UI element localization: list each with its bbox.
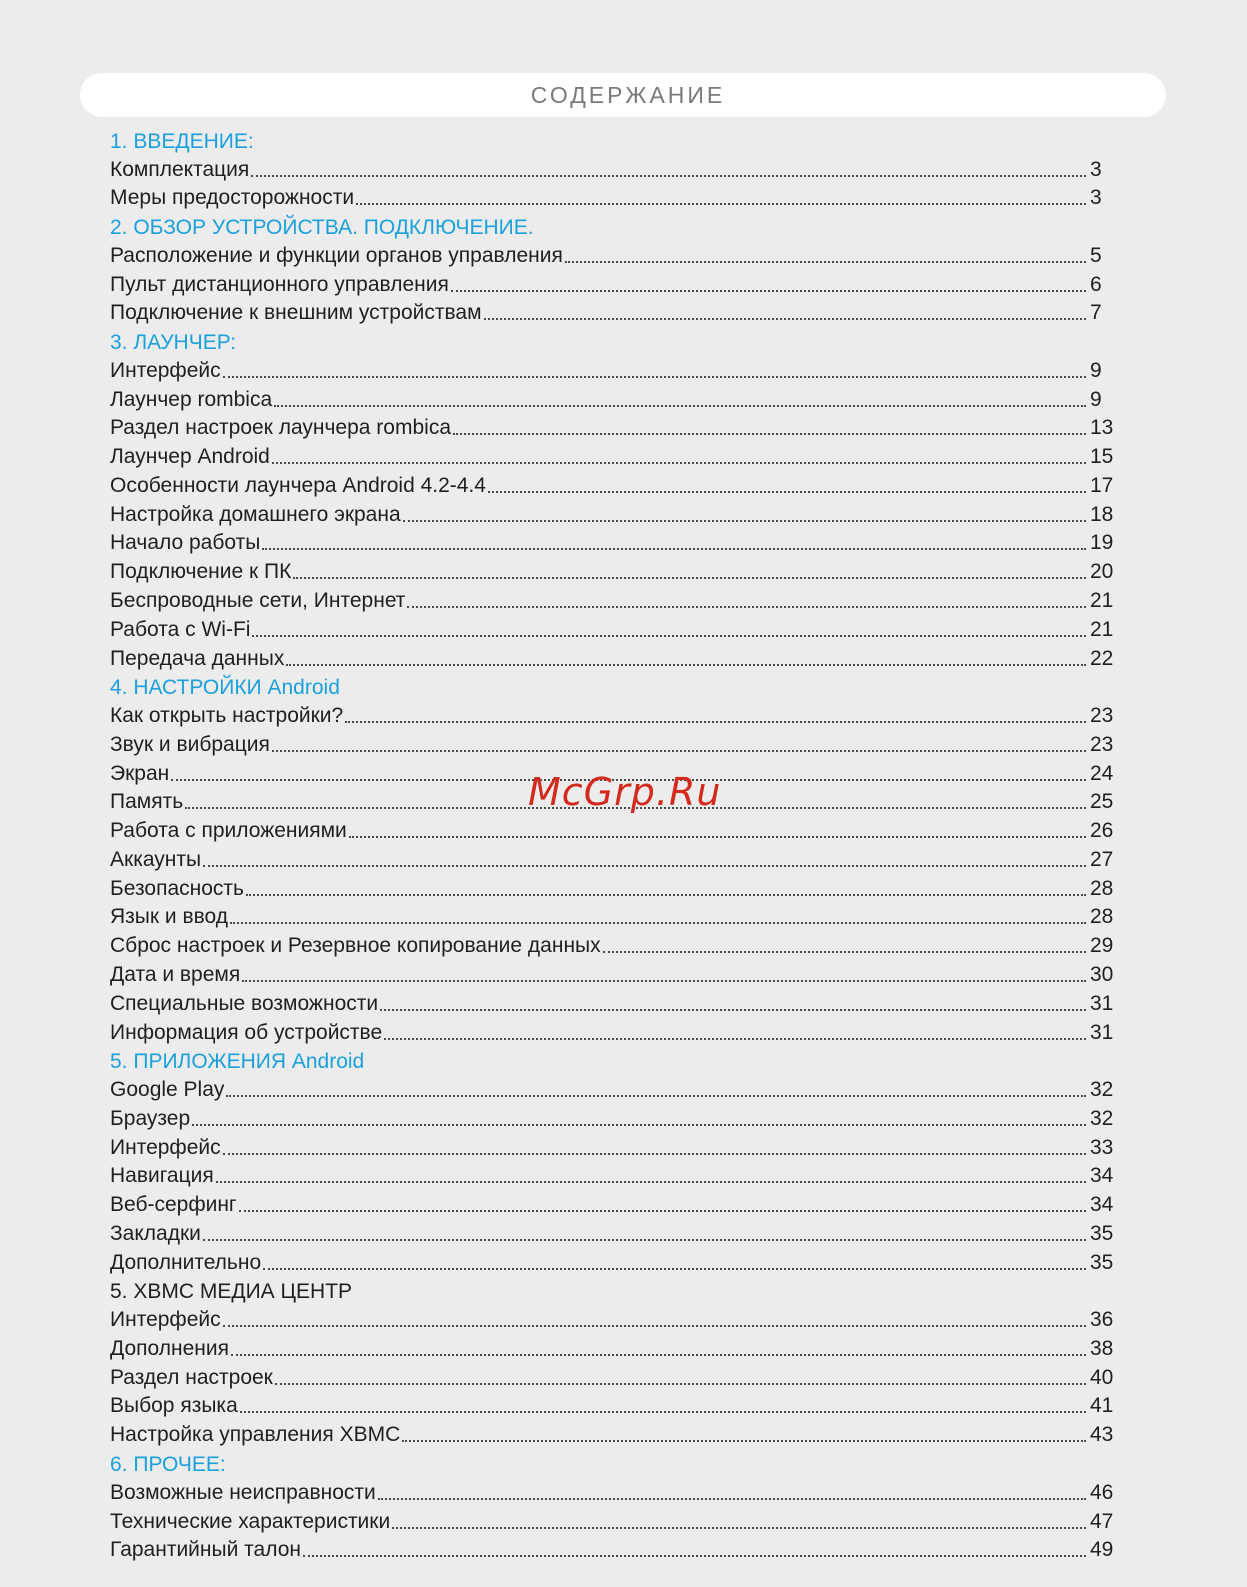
section-title: 5. ПРИЛОЖЕНИЯ Android (110, 1050, 365, 1074)
dot-leader (252, 635, 1086, 637)
toc-entry (110, 267, 1120, 296)
entry-page-number: 6 (1090, 272, 1102, 296)
entry-label: Настройка управления XBMC (110, 1423, 401, 1447)
dot-leader (223, 376, 1086, 378)
dot-leader (203, 865, 1086, 867)
toc-entry (110, 1331, 1120, 1360)
entry-page-number: 26 (1090, 819, 1114, 843)
section-title: 4. НАСТРОЙКИ Android (110, 676, 340, 700)
entry-page-number: 25 (1090, 790, 1114, 814)
entry-label: Раздел настроек лаунчера rombica (110, 416, 451, 440)
entry-label: Раздел настроек (110, 1365, 273, 1389)
entry-label: Интерфейс (110, 1135, 221, 1159)
entry-label: Google Play (110, 1078, 225, 1102)
toc-entry (110, 1245, 1120, 1274)
entry-label: Интерфейс (110, 358, 221, 382)
dot-leader (231, 1354, 1086, 1356)
entry-label: Специальные возможности (110, 991, 379, 1015)
page-title: СОДЕРЖАНИЕ (530, 81, 726, 108)
dot-leader (223, 1325, 1086, 1327)
toc-entry (110, 439, 1120, 468)
entry-label: Навигация (110, 1164, 214, 1188)
entry-page-number: 20 (1090, 560, 1114, 584)
entry-label: Выбор языка (110, 1394, 238, 1418)
entry-page-number: 31 (1090, 1020, 1114, 1044)
entry-label: Интерфейс (110, 1308, 221, 1332)
toc-entry (110, 698, 1120, 727)
entry-page-number: 31 (1090, 991, 1114, 1015)
toc-entry (110, 641, 1120, 670)
entry-label: Пульт дистанционного управления (110, 272, 449, 296)
toc-entry (110, 1101, 1120, 1130)
entry-label: Браузер (110, 1106, 191, 1130)
entry-page-number: 46 (1090, 1480, 1114, 1504)
entry-page-number: 23 (1090, 732, 1114, 756)
toc-entry (110, 986, 1120, 1015)
dot-leader (203, 1239, 1086, 1241)
dot-leader (230, 922, 1086, 924)
entry-label: Сброс настроек и Резервное копирование данных (110, 934, 601, 958)
section-title: 3. ЛАУНЧЕР: (110, 331, 237, 355)
dot-leader (407, 606, 1086, 608)
toc-entry (110, 1533, 1120, 1562)
toc-entry (110, 1072, 1120, 1101)
entry-page-number: 47 (1090, 1509, 1114, 1533)
entry-label: Меры предосторожности (110, 186, 355, 210)
dot-leader (251, 175, 1086, 177)
dot-leader (192, 1124, 1086, 1126)
entry-page-number: 36 (1090, 1308, 1114, 1332)
dot-leader (356, 203, 1086, 205)
entry-label: Закладки (110, 1221, 201, 1245)
entry-page-number: 3 (1090, 157, 1102, 181)
dot-leader (216, 1181, 1086, 1183)
toc-entry (110, 238, 1120, 267)
toc-section-heading (110, 1274, 1120, 1303)
dot-leader (223, 1153, 1086, 1155)
entry-page-number: 32 (1090, 1078, 1114, 1102)
contents-header (80, 73, 1166, 117)
entry-label: Подключение к внешним устройствам (110, 301, 482, 325)
entry-page-number: 23 (1090, 704, 1114, 728)
toc-entry (110, 957, 1120, 986)
entry-page-number: 21 (1090, 617, 1114, 641)
entry-label: Звук и вибрация (110, 732, 270, 756)
entry-page-number: 49 (1090, 1538, 1114, 1562)
toc-entry (110, 1475, 1120, 1504)
toc-entry (110, 1130, 1120, 1159)
dot-leader (384, 1038, 1086, 1040)
entry-page-number: 9 (1090, 387, 1102, 411)
entry-page-number: 15 (1090, 445, 1114, 469)
entry-page-number: 18 (1090, 502, 1114, 526)
dot-leader (275, 1383, 1086, 1385)
dot-leader (239, 1210, 1086, 1212)
toc-entry (110, 152, 1120, 181)
toc-entry (110, 1015, 1120, 1044)
dot-leader (392, 1527, 1086, 1529)
toc-entry (110, 612, 1120, 641)
entry-label: Аккаунты (110, 847, 202, 871)
dot-leader (484, 318, 1086, 320)
section-title: 2. ОБЗОР УСТРОЙСТВА. ПОДКЛЮЧЕНИЕ. (110, 216, 534, 240)
entry-label: Информация об устройстве (110, 1020, 383, 1044)
entry-label: Память (110, 790, 184, 814)
entry-page-number: 43 (1090, 1423, 1114, 1447)
toc-section-heading (110, 123, 1120, 152)
toc-section-heading (110, 1044, 1120, 1073)
entry-label: Настройка домашнего экрана (110, 502, 401, 526)
toc-entry (110, 181, 1120, 210)
dot-leader (272, 750, 1086, 752)
toc-entry (110, 1302, 1120, 1331)
entry-label: Дополнения (110, 1336, 229, 1360)
entry-label: Возможные неисправности (110, 1480, 376, 1504)
toc-entry (110, 411, 1120, 440)
toc-section-heading (110, 670, 1120, 699)
entry-page-number: 24 (1090, 761, 1114, 785)
entry-label: Язык и ввод (110, 905, 229, 929)
watermark-text: McGrp.Ru (528, 770, 722, 814)
toc-entry (110, 1417, 1120, 1446)
toc-entry (110, 554, 1120, 583)
dot-leader (303, 1555, 1086, 1557)
entry-page-number: 35 (1090, 1221, 1114, 1245)
dot-leader (349, 836, 1086, 838)
dot-leader (488, 491, 1086, 493)
entry-page-number: 34 (1090, 1164, 1114, 1188)
entry-label: Лаунчер rombica (110, 387, 273, 411)
entry-page-number: 41 (1090, 1394, 1114, 1418)
dot-leader (226, 1095, 1086, 1097)
entry-page-number: 5 (1090, 243, 1102, 267)
entry-page-number: 40 (1090, 1365, 1114, 1389)
toc-entry (110, 1504, 1120, 1533)
toc-entry (110, 727, 1120, 756)
entry-label: Комплектация (110, 157, 250, 181)
toc-entry (110, 468, 1120, 497)
entry-page-number: 29 (1090, 934, 1114, 958)
entry-label: Дополнительно (110, 1250, 262, 1274)
dot-leader (403, 520, 1086, 522)
entry-label: Как открыть настройки? (110, 704, 344, 728)
toc-entry (110, 382, 1120, 411)
entry-page-number: 32 (1090, 1106, 1114, 1130)
dot-leader (380, 1009, 1086, 1011)
entry-page-number: 17 (1090, 473, 1114, 497)
dot-leader (453, 433, 1086, 435)
entry-page-number: 7 (1090, 301, 1102, 325)
dot-leader (378, 1498, 1086, 1500)
entry-page-number: 30 (1090, 962, 1114, 986)
entry-label: Начало работы (110, 531, 261, 555)
toc-entry (110, 1360, 1120, 1389)
entry-label: Расположение и функции органов управления (110, 243, 563, 267)
toc-entry (110, 871, 1120, 900)
toc-section-heading (110, 1446, 1120, 1475)
toc-entry (110, 1159, 1120, 1188)
dot-leader (451, 290, 1086, 292)
dot-leader (240, 1411, 1086, 1413)
entry-label: Дата и время (110, 962, 241, 986)
toc-entry (110, 583, 1120, 612)
toc-entry (110, 842, 1120, 871)
toc-entry (110, 296, 1120, 325)
entry-page-number: 22 (1090, 646, 1114, 670)
entry-label: Работа с приложениями (110, 819, 347, 843)
entry-label: Беспроводные сети, Интернет (110, 589, 406, 613)
table-of-contents (110, 123, 1120, 1561)
toc-section-heading (110, 324, 1120, 353)
entry-label: Передача данных (110, 646, 285, 670)
toc-entry (110, 1389, 1120, 1418)
section-title: 1. ВВЕДЕНИЕ: (110, 129, 254, 153)
dot-leader (274, 405, 1086, 407)
toc-entry (110, 1187, 1120, 1216)
dot-leader (272, 462, 1086, 464)
toc-entry (110, 900, 1120, 929)
toc-section-heading (110, 209, 1120, 238)
section-title: 6. ПРОЧЕЕ: (110, 1452, 226, 1476)
toc-entry (110, 928, 1120, 957)
entry-page-number: 3 (1090, 186, 1102, 210)
entry-label: Безопасность (110, 876, 244, 900)
dot-leader (293, 577, 1086, 579)
entry-label: Гарантийный талон (110, 1538, 301, 1562)
entry-page-number: 33 (1090, 1135, 1114, 1159)
entry-label: Работа с Wi-Fi (110, 617, 251, 641)
entry-page-number: 38 (1090, 1336, 1114, 1360)
dot-leader (246, 894, 1086, 896)
toc-entry (110, 353, 1120, 382)
entry-page-number: 21 (1090, 589, 1114, 613)
entry-label: Экран (110, 761, 170, 785)
dot-leader (565, 261, 1086, 263)
dot-leader (242, 980, 1086, 982)
dot-leader (345, 721, 1086, 723)
toc-entry (110, 526, 1120, 555)
entry-label: Подключение к ПК (110, 560, 292, 584)
toc-entry (110, 497, 1120, 526)
entry-page-number: 34 (1090, 1193, 1114, 1217)
entry-page-number: 28 (1090, 905, 1114, 929)
entry-page-number: 9 (1090, 358, 1102, 382)
entry-page-number: 13 (1090, 416, 1114, 440)
dot-leader (286, 664, 1086, 666)
entry-page-number: 27 (1090, 847, 1114, 871)
section-title: 5. XBMC МЕДИА ЦЕНТР (110, 1280, 353, 1304)
entry-page-number: 35 (1090, 1250, 1114, 1274)
dot-leader (603, 951, 1086, 953)
entry-page-number: 19 (1090, 531, 1114, 555)
dot-leader (402, 1440, 1086, 1442)
dot-leader (262, 548, 1086, 550)
toc-entry (110, 1216, 1120, 1245)
entry-label: Лаунчер Android (110, 445, 270, 469)
entry-label: Особенности лаунчера Android 4.2-4.4 (110, 473, 486, 497)
entry-label: Технические характеристики (110, 1509, 391, 1533)
dot-leader (263, 1268, 1086, 1270)
toc-entry (110, 813, 1120, 842)
entry-page-number: 28 (1090, 876, 1114, 900)
entry-label: Веб-серфинг (110, 1193, 237, 1217)
